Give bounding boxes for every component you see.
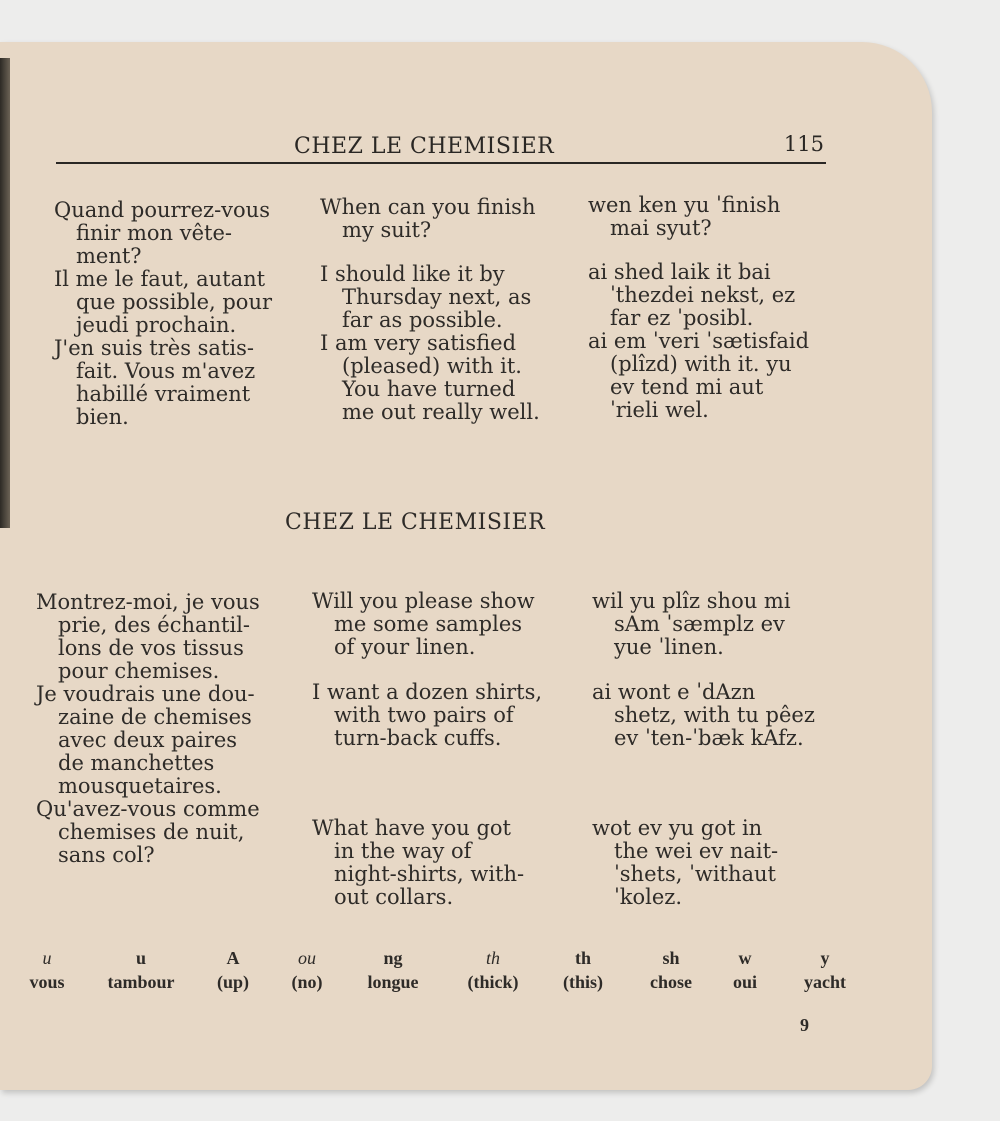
section2-french-column xyxy=(36,591,286,867)
text-line: ai wont e ˈdAzn xyxy=(592,680,756,704)
text-line: far ez ˈposibl. xyxy=(610,306,754,330)
key-item xyxy=(348,948,438,993)
text-line: I want a dozen shirts, xyxy=(312,680,543,704)
key-item xyxy=(700,948,790,993)
key-example-word: vous xyxy=(29,972,65,992)
text-line: ai shed laik it bai xyxy=(588,260,771,284)
dialogue-entry xyxy=(592,590,852,659)
key-item xyxy=(448,948,538,993)
text-line: (plîzd) with it. yu xyxy=(610,352,792,376)
key-example-word: chose xyxy=(650,972,692,992)
dialogue-entry xyxy=(320,196,565,242)
text-line: ˈthezdei nekst, ez xyxy=(610,283,796,307)
dialogue-entry xyxy=(54,199,294,268)
text-line: lons de vos tissus xyxy=(58,636,244,660)
text-line: pour chemises. xyxy=(58,659,220,683)
text-line: me out really well. xyxy=(342,400,540,424)
dialogue-entry xyxy=(320,332,565,424)
key-example-word: longue xyxy=(367,972,419,992)
section2-english-column xyxy=(312,590,567,909)
key-item xyxy=(96,948,186,993)
text-line: Thursday next, as xyxy=(342,285,532,309)
key-item xyxy=(538,948,628,993)
dialogue-entry xyxy=(312,681,567,750)
dialogue-entry xyxy=(54,337,294,429)
text-line: de manchettes xyxy=(58,751,215,775)
key-example-word: (this) xyxy=(563,972,603,992)
text-line: far as possible. xyxy=(342,308,503,332)
text-line: I am very satisfied xyxy=(320,331,517,355)
text-line: jeudi prochain. xyxy=(76,313,237,337)
text-line: shetz, with tu pêez xyxy=(614,703,815,727)
key-item xyxy=(2,948,92,993)
text-line: bien. xyxy=(76,405,129,429)
text-line: When can you finish xyxy=(320,195,536,219)
text-line: the wei ev nait- xyxy=(614,839,779,863)
key-example-word: (thick) xyxy=(467,972,519,992)
text-line: wot ev yu got in xyxy=(592,816,763,840)
key-symbol: A xyxy=(226,948,240,968)
text-line: zaine de chemises xyxy=(58,705,252,729)
text-line: Il me le faut, autant xyxy=(54,267,266,291)
text-line: night-shirts, with- xyxy=(334,862,525,886)
running-head xyxy=(56,128,826,164)
page-header-title: CHEZ LE CHEMISIER xyxy=(294,134,555,159)
key-symbol: w xyxy=(738,948,752,968)
dialogue-entry xyxy=(592,681,852,750)
dialogue-entry xyxy=(54,268,294,337)
text-line: ai em ˈveri ˈsætisfaid xyxy=(588,329,810,353)
key-symbol: ou xyxy=(298,948,316,968)
text-line: (pleased) with it. xyxy=(342,354,522,378)
text-line: Je voudrais une dou- xyxy=(36,682,255,706)
dialogue-entry xyxy=(36,683,286,798)
section2-phonetic-column xyxy=(592,590,852,909)
text-line: wil yu plîz shou mi xyxy=(592,589,791,613)
text-line: ev tend mi aut xyxy=(610,375,764,399)
key-example-word: (no) xyxy=(291,972,323,992)
dialogue-entry xyxy=(588,261,838,330)
text-line: my suit? xyxy=(342,218,432,242)
text-line: I should like it by xyxy=(320,262,505,286)
dialogue-entry xyxy=(312,817,567,909)
key-symbol: th xyxy=(485,948,500,968)
section1-english-column xyxy=(320,196,565,424)
text-line: You have turned xyxy=(342,377,516,401)
book-spine xyxy=(0,58,10,528)
key-example-word: (up) xyxy=(216,972,249,992)
page-number: 115 xyxy=(783,132,824,156)
dialogue-entry xyxy=(36,798,286,867)
key-symbol: u xyxy=(42,948,52,968)
text-line: mai syut? xyxy=(610,216,712,240)
text-line: ev ˈten-ˈbæk kAfz. xyxy=(614,726,804,750)
text-line: finir mon vête- xyxy=(76,221,232,245)
text-line: avec deux paires xyxy=(58,728,238,752)
text-line: que possible, pour xyxy=(76,290,273,314)
section1-french-column xyxy=(54,199,294,429)
key-example-word: tambour xyxy=(107,972,175,992)
key-symbol: th xyxy=(574,948,591,968)
text-line: ˈkolez. xyxy=(614,885,683,909)
key-example-word: yacht xyxy=(804,972,846,992)
signature-mark: 9 xyxy=(800,1015,809,1035)
text-line: fait. Vous m'avez xyxy=(76,359,256,383)
text-line: habillé vraiment xyxy=(76,382,251,406)
dialogue-entry xyxy=(588,194,838,240)
dialogue-entry xyxy=(588,330,838,422)
text-line: What have you got xyxy=(312,816,511,840)
section1-phonetic-column xyxy=(588,194,838,422)
dialogue-entry xyxy=(312,590,567,659)
text-line: out collars. xyxy=(334,885,454,909)
text-line: mousquetaires. xyxy=(58,774,222,798)
text-line: chemises de nuit, xyxy=(58,820,245,844)
text-line: in the way of xyxy=(334,839,472,863)
dialogue-entry xyxy=(592,817,852,909)
section-title: CHEZ LE CHEMISIER xyxy=(285,510,546,535)
text-line: ˈshets, ˈwithaut xyxy=(614,862,776,886)
key-item xyxy=(262,948,352,993)
text-line: yue ˈlinen. xyxy=(614,635,724,659)
text-line: me some samples xyxy=(334,612,523,636)
text-line: sans col? xyxy=(58,843,155,867)
text-line: prie, des échantil- xyxy=(58,613,251,637)
key-symbol: ng xyxy=(383,948,403,968)
text-line: wen ken yu ˈfinish xyxy=(588,193,781,217)
dialogue-entry xyxy=(320,263,565,332)
dialogue-entry xyxy=(36,591,286,683)
text-line: Montrez-moi, je vous xyxy=(36,590,260,614)
text-line: of your linen. xyxy=(334,635,476,659)
text-line: Qu'avez-vous comme xyxy=(36,797,260,821)
text-line: ment? xyxy=(76,244,142,268)
text-line: turn-back cuffs. xyxy=(334,726,502,750)
key-item xyxy=(780,948,870,993)
key-example-word: oui xyxy=(732,972,757,992)
text-line: with two pairs of xyxy=(334,703,514,727)
key-symbol: u xyxy=(135,948,146,968)
text-line: ˈrieli wel. xyxy=(610,398,709,422)
text-line: J'en suis très satis- xyxy=(54,336,254,360)
key-symbol: sh xyxy=(662,948,680,968)
text-line: Quand pourrez-vous xyxy=(54,198,270,222)
key-symbol: y xyxy=(820,948,830,968)
text-line: Will you please show xyxy=(312,589,535,613)
text-line: sAm ˈsæmplz ev xyxy=(614,612,785,636)
